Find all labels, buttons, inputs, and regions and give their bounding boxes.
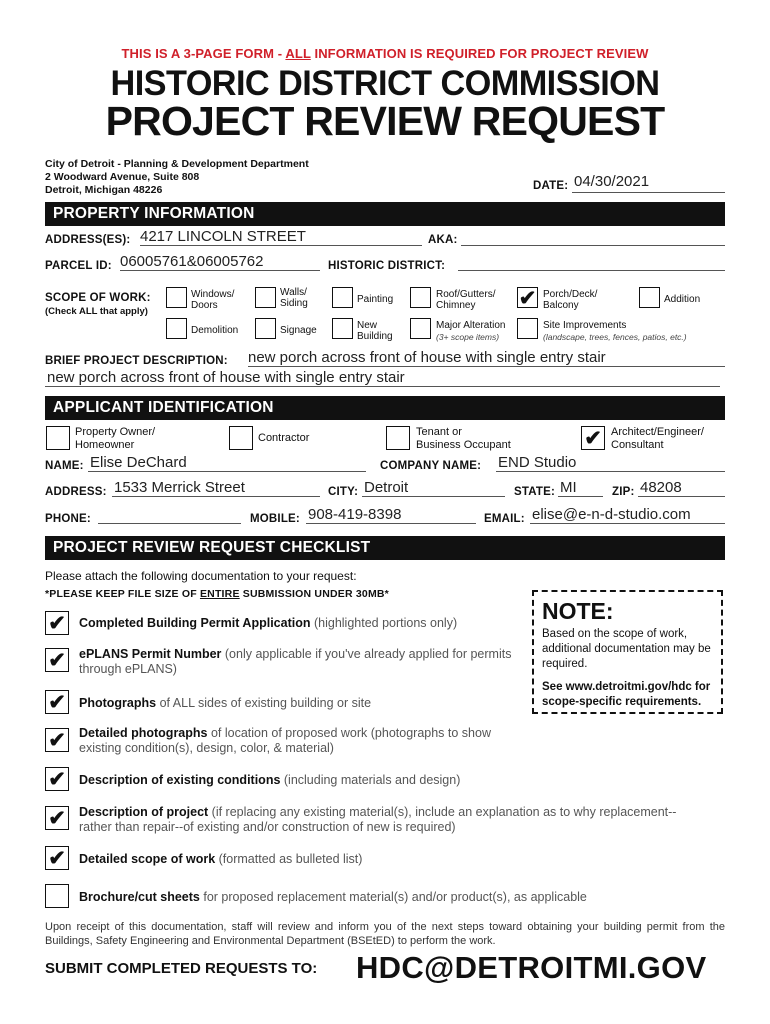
company-name-field[interactable]: END Studio xyxy=(496,454,725,472)
checklist-existing-conditions-label: Description of existing conditions (including materials and design) xyxy=(79,773,461,787)
checklist-permit-application-label: Completed Building Permit Application (highlighted portions only) xyxy=(79,616,458,630)
scope-porch-label: Porch/Deck/ Balcony xyxy=(543,289,598,311)
scope-major-alteration-hint: (3+ scope items) xyxy=(436,332,500,342)
parcel-id-field[interactable]: 06005761&06005762 xyxy=(120,253,320,271)
company-name-label: COMPANY NAME: xyxy=(380,460,482,472)
scope-of-work-hint: (Check ALL that apply) xyxy=(45,306,148,317)
note-box xyxy=(532,590,723,714)
aka-label: AKA: xyxy=(428,234,458,246)
mobile-label: MOBILE: xyxy=(250,513,300,525)
applicant-contractor-checkbox[interactable] xyxy=(229,426,253,450)
mobile-field[interactable]: 908-419-8398 xyxy=(306,506,476,524)
scope-painting-label: Painting xyxy=(357,294,394,305)
scope-signage-checkbox[interactable] xyxy=(255,318,276,339)
checklist-existing-conditions-checkbox[interactable] xyxy=(45,767,69,791)
applicant-tenant-label: Tenant or Business Occupant xyxy=(416,426,511,451)
scope-painting-checkbox[interactable] xyxy=(332,287,353,308)
applicant-name-field[interactable]: Elise DeChard xyxy=(88,454,366,472)
checklist-brochure-checkbox[interactable] xyxy=(45,884,69,908)
scope-roof-checkbox[interactable] xyxy=(410,287,431,308)
scope-demolition-checkbox[interactable] xyxy=(166,318,187,339)
scope-major-alteration-checkbox[interactable] xyxy=(410,318,431,339)
checklist-photographs-label: Photographs of ALL sides of existing building or site xyxy=(79,696,372,710)
applicant-architect-label: Architect/Engineer/ Consultant xyxy=(611,426,704,451)
city-label: CITY: xyxy=(328,486,359,498)
applicant-contractor-label: Contractor xyxy=(258,432,310,444)
phone-field[interactable] xyxy=(98,506,241,524)
note-body: Based on the scope of work, additional documentation may be required. xyxy=(542,628,711,670)
submit-email: HDC@DETROITMI.GOV xyxy=(356,950,707,985)
form-notice: THIS IS A 3-PAGE FORM - ALL INFORMATION IS REQUIRED FOR PROJECT REVIEW xyxy=(121,46,649,61)
checklist-brochure-label: Brochure/cut sheets for proposed replacement material(s) and/or product(s), as applicable xyxy=(79,890,587,904)
name-label: NAME: xyxy=(45,460,84,472)
checklist-scope-of-work-checkbox[interactable] xyxy=(45,846,69,870)
checklist-photographs-checkbox[interactable] xyxy=(45,690,69,714)
checklist-scope-of-work-label: Detailed scope of work (formatted as bulleted list) xyxy=(79,852,363,866)
scope-windows-checkbox[interactable] xyxy=(166,287,187,308)
state-field[interactable]: MI xyxy=(558,479,603,497)
scope-site-improvements-label: Site Improvements xyxy=(543,320,627,331)
parcel-id-label: PARCEL ID: xyxy=(45,260,112,272)
checklist-project-description-label: Description of project (if replacing any existing material(s), include an explanation as to why replacement--rather than repair--of existing and/or construction of new is required) xyxy=(79,805,677,834)
scope-major-alteration-label: Major Alteration xyxy=(436,320,506,331)
historic-district-field[interactable] xyxy=(458,253,725,271)
scope-signage-label: Signage xyxy=(280,325,317,336)
checkmark-icon: ✔ xyxy=(584,427,602,450)
project-description-field-2[interactable]: new porch across front of house with single entry stair xyxy=(45,369,720,387)
email-field[interactable]: elise@e-n-d-studio.com xyxy=(530,506,725,524)
scope-new-building-checkbox[interactable] xyxy=(332,318,353,339)
section-property-information: PROPERTY INFORMATION xyxy=(45,202,725,226)
property-address-field[interactable]: 4217 LINCOLN STREET xyxy=(140,228,422,246)
checklist-detailed-photographs-checkbox[interactable] xyxy=(45,728,69,752)
phone-label: PHONE: xyxy=(45,513,91,525)
note-link-text: See www.detroitmi.gov/hdc for scope-specific requirements. xyxy=(542,681,711,708)
scope-porch-checkbox[interactable] xyxy=(517,287,538,308)
scope-addition-label: Addition xyxy=(664,294,701,305)
scope-site-improvements-checkbox[interactable] xyxy=(517,318,538,339)
scope-site-improvements-hint: (landscape, trees, fences, patios, etc.) xyxy=(543,332,687,342)
checklist-intro: Please attach the following documentation to your request: xyxy=(45,569,357,583)
checkmark-icon: ✔ xyxy=(48,691,66,714)
scope-addition-checkbox[interactable] xyxy=(639,287,660,308)
project-description-label: BRIEF PROJECT DESCRIPTION: xyxy=(45,355,228,367)
date-label: DATE: xyxy=(533,180,569,192)
zip-label: ZIP: xyxy=(612,486,635,498)
note-title: NOTE: xyxy=(542,598,614,624)
section-applicant-identification: APPLICANT IDENTIFICATION xyxy=(45,396,725,420)
project-description-field-1[interactable]: new porch across front of house with single entry stair xyxy=(248,349,725,367)
zip-field[interactable]: 48208 xyxy=(638,479,725,497)
department-address: City of Detroit - Planning & Development Department 2 Woodward Avenue, Suite 808 Detroit, Michigan 48226 xyxy=(45,158,309,196)
checkmark-icon: ✔ xyxy=(48,847,66,870)
checkmark-icon: ✔ xyxy=(48,612,66,635)
applicant-owner-label: Property Owner/ Homeowner xyxy=(75,426,156,451)
aka-field[interactable] xyxy=(461,228,725,246)
historic-district-label: HISTORIC DISTRICT: xyxy=(328,260,446,272)
scope-demolition-label: Demolition xyxy=(191,325,239,336)
checkmark-icon: ✔ xyxy=(48,729,66,752)
submit-label: SUBMIT COMPLETED REQUESTS TO: xyxy=(45,960,318,977)
checklist-eplans-label: ePLANS Permit Number (only applicable if you've already applied for permits through ePLANS) xyxy=(79,647,512,676)
checkmark-icon: ✔ xyxy=(48,768,66,791)
address-label: ADDRESS(ES): xyxy=(45,234,131,246)
applicant-tenant-checkbox[interactable] xyxy=(386,426,410,450)
section-review-checklist: PROJECT REVIEW REQUEST CHECKLIST xyxy=(45,536,725,560)
applicant-address-field[interactable]: 1533 Merrick Street xyxy=(112,479,320,497)
email-label: EMAIL: xyxy=(484,513,525,525)
scope-roof-label: Roof/Gutters/ Chimney xyxy=(436,289,496,311)
scope-windows-label: Windows/ Doors xyxy=(191,289,235,311)
checklist-eplans-checkbox[interactable] xyxy=(45,648,69,672)
scope-new-building-label: New Building xyxy=(357,320,393,342)
footer-instructions: Upon receipt of this documentation, staff will review and inform you of the next steps toward obtaining your building permit from the Buildings, Safety Engineering and Environmental Department (BSEtED) to perform the work. xyxy=(45,921,725,947)
date-field[interactable]: 04/30/2021 xyxy=(572,173,725,193)
scope-walls-checkbox[interactable] xyxy=(255,287,276,308)
scope-of-work-label: SCOPE OF WORK: xyxy=(45,292,151,304)
checklist-project-description-checkbox[interactable] xyxy=(45,806,69,830)
applicant-architect-checkbox[interactable] xyxy=(581,426,605,450)
file-size-warning: *PLEASE KEEP FILE SIZE OF ENTIRE SUBMISSION UNDER 30MB* xyxy=(45,588,389,600)
checkmark-icon: ✔ xyxy=(48,807,66,830)
applicant-address-label: ADDRESS: xyxy=(45,486,107,498)
city-field[interactable]: Detroit xyxy=(362,479,505,497)
scope-walls-label: Walls/ Siding xyxy=(280,287,308,309)
checklist-detailed-photographs-label: Detailed photographs of location of proposed work (photographs to show existing condition(s), design, color, & material) xyxy=(79,726,491,755)
checkmark-icon: ✔ xyxy=(518,287,537,310)
checkmark-icon: ✔ xyxy=(48,649,66,672)
title-line-1: HISTORIC DISTRICT COMMISSION xyxy=(110,64,660,103)
checklist-permit-application-checkbox[interactable] xyxy=(45,611,69,635)
applicant-owner-checkbox[interactable] xyxy=(46,426,70,450)
page-title: PROJECT REVIEW REQUEST xyxy=(105,98,665,144)
state-label: STATE: xyxy=(514,486,556,498)
